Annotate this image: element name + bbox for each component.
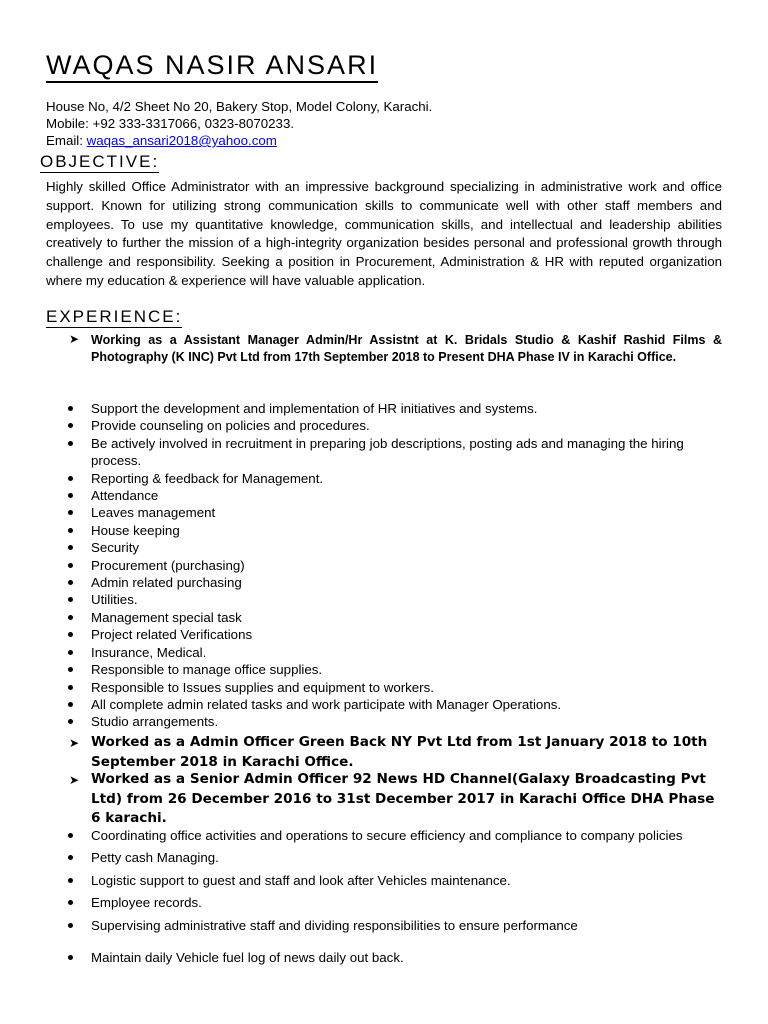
- job3-last-duty-list: [46, 949, 706, 966]
- list-item: Support the development and implementation of HR initiatives and systems.: [46, 400, 706, 417]
- experience-heading: EXPERIENCE:: [46, 307, 183, 326]
- list-item: Provide counseling on policies and procedures.: [46, 417, 706, 434]
- mobile: Mobile: +92 333-3317066, 0323-8070233.: [46, 116, 295, 131]
- objective-text: Highly skilled Office Administrator with an impressive background specializing in administrative work and office support. Known for utilizing strong communication skills to communicate well with other staff members and employees. To use my quantitative knowledge, communication skills, and intellectual and leadership abilities creatively to further the mission of a high-integrity organization besides personal and professional growth through challenge and responsibility. Seeking a position in Procurement, Administration & HR with reputed organization where my education & experience will have valuable application.: [46, 179, 722, 288]
- job-heading-3: [69, 770, 722, 829]
- job3-duties-list: [46, 827, 706, 939]
- list-item: Utilities.: [46, 591, 706, 608]
- job-heading-text: Worked as a Admin Officer Green Back NY Pvt Ltd from 1st January 2018 to 10th September 2018 in Karachi Office.: [91, 734, 708, 770]
- email-line: [46, 132, 432, 149]
- list-item: Procurement (purchasing): [46, 557, 706, 574]
- objective-heading: OBJECTIVE:: [40, 152, 160, 171]
- list-item: Maintain daily Vehicle fuel log of news daily out back.: [46, 949, 706, 966]
- address: House No, 4/2 Sheet No 20, Bakery Stop, Model Colony, Karachi.: [46, 99, 433, 114]
- list-item: Leaves management: [46, 504, 706, 521]
- list-item: Employee records.: [46, 894, 706, 911]
- list-item: Admin related purchasing: [46, 574, 706, 591]
- email-link[interactable]: waqas_ansari2018@yahoo.com: [86, 133, 277, 148]
- list-item: Responsible to manage office supplies.: [46, 661, 706, 678]
- job-heading-1: [69, 332, 722, 366]
- job-heading-text: Worked as a Senior Admin Officer 92 News HD Channel(Galaxy Broadcasting Pvt Ltd) from 26 December 2016 to 31st December 2017 in Karachi Office DHA Phase 6 karachi.: [91, 771, 715, 826]
- job-heading-2: [69, 733, 722, 772]
- list-item: Be actively involved in recruitment in preparing job descriptions, posting ads and managing the hiring process.: [46, 435, 706, 470]
- arrow-bullet-icon: ➤: [69, 773, 80, 787]
- list-item: Supervising administrative staff and dividing responsibilities to ensure performance: [46, 917, 706, 934]
- list-item: Attendance: [46, 487, 706, 504]
- email-label: Email:: [46, 133, 83, 148]
- list-item: All complete admin related tasks and work participate with Manager Operations.: [46, 696, 706, 713]
- list-item: Studio arrangements.: [46, 713, 706, 730]
- arrow-bullet-icon: ➤: [69, 332, 80, 346]
- list-item: Coordinating office activities and operations to secure efficiency and compliance to company policies: [46, 827, 706, 844]
- list-item: Management special task: [46, 609, 706, 626]
- list-item: Logistic support to guest and staff and look after Vehicles maintenance.: [46, 872, 706, 889]
- list-item: Responsible to Issues supplies and equipment to workers.: [46, 679, 706, 696]
- arrow-bullet-icon: ➤: [69, 736, 80, 750]
- job1-duties-list: [46, 400, 706, 731]
- job-heading-text: Working as a Assistant Manager Admin/Hr Assistnt at K. Bridals Studio & Kashif Rashid Films & Photography (K INC) Pvt Ltd from 17th September 2018 to Present DHA Phase IV in Karachi Office.: [91, 333, 722, 364]
- contact-block: [46, 98, 432, 149]
- list-item: Petty cash Managing.: [46, 849, 706, 866]
- list-item: Security: [46, 539, 706, 556]
- list-item: Reporting & feedback for Management.: [46, 470, 706, 487]
- candidate-name: WAQAS NASIR ANSARI: [46, 50, 378, 83]
- list-item: House keeping: [46, 522, 706, 539]
- list-item: Insurance, Medical.: [46, 644, 706, 661]
- list-item: Project related Verifications: [46, 626, 706, 643]
